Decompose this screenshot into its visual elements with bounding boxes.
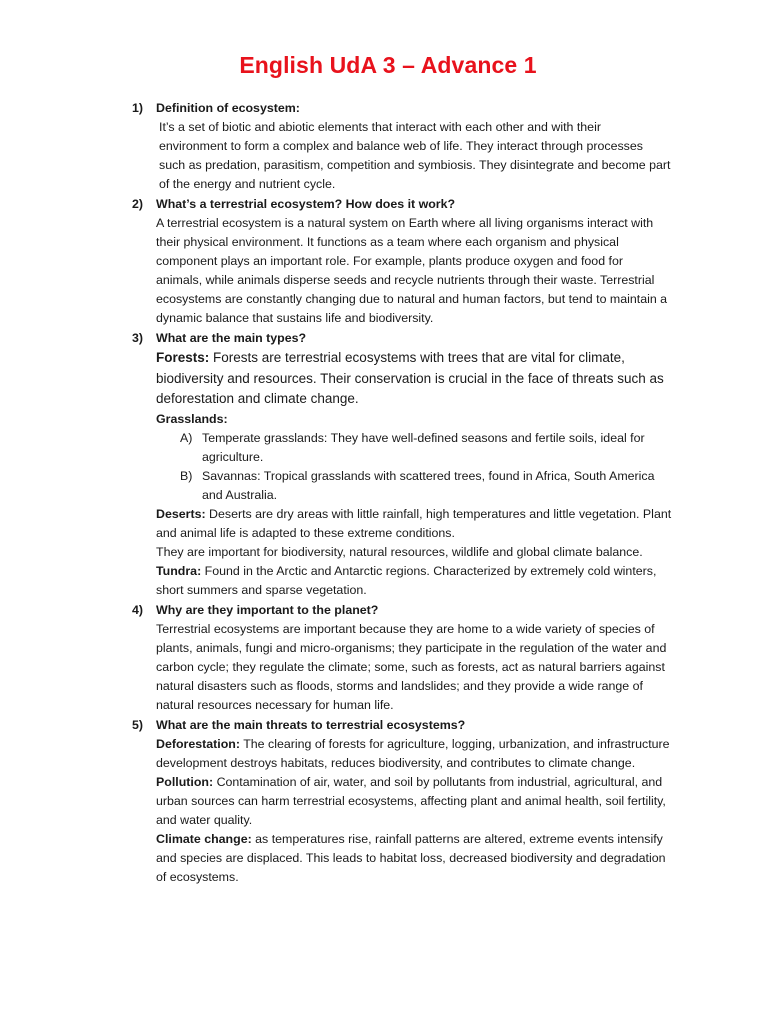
question-number: 3) [132, 331, 144, 345]
deserts-paragraph-2: They are important for biodiversity, natural resources, wildlife and global climate balance. [156, 544, 643, 559]
deforestation-text: The clearing of forests for agriculture, logging, urbanization, and infrastructure development destroys habitats, reduces biodiversity, and contributes to climate change. [156, 736, 670, 770]
item-letter: B) [180, 468, 193, 483]
question-1 [132, 99, 672, 118]
pollution-text: Contamination of air, water, and soil by pollutants from industrial, agricultural, and urban sources can harm terrestrial ecosystems, affecting plant and animal health, soil fertility, and water quality. [156, 774, 666, 827]
question-text: What’s a terrestrial ecosystem? How does it work? [156, 197, 456, 211]
deserts-label: Deserts: [156, 506, 206, 521]
question-text: What are the main threats to terrestrial ecosystems? [156, 717, 466, 732]
tundra-text: Found in the Arctic and Antarctic regions. Characterized by extremely cold winters, short summers and sparse vegetation. [156, 563, 657, 597]
page-title: English UdA 3 – Advance 1 [239, 52, 537, 78]
climate-change-paragraph [132, 830, 672, 887]
grasslands-label: Grasslands: [156, 411, 228, 426]
deforestation-paragraph [132, 735, 672, 773]
answer-4: Terrestrial ecosystems are important because they are home to a wide variety of species of plants, animals, fungi and micro-organisms; they participate in the regulation of the water and carbon cycle; they regulate the climate; some, such as forests, act as natural barriers against natural disasters such as floods, storms and landslides; and they provide a wide range of natural resources necessary for human life. [156, 621, 667, 712]
question-text: Definition of ecosystem: [156, 101, 300, 115]
document-body [132, 98, 672, 887]
question-text: Why are they important to the planet? [156, 602, 379, 617]
deserts-text: Deserts are dry areas with little rainfall, high temperatures and little vegetation. Plant and animal life is adapted to these extreme conditions. [156, 506, 672, 540]
pollution-label: Pollution: [156, 774, 214, 789]
question-5 [132, 716, 672, 735]
question-number: 5) [132, 717, 144, 732]
forests-text: Forests are terrestrial ecosystems with trees that are vital for climate, biodiversity and resources. Their conservation is crucial in the face of threats such as deforestation and climate change. [156, 350, 664, 406]
item-text: Savannas: Tropical grasslands with scattered trees, found in Africa, South America and Australia. [202, 468, 655, 502]
tundra-paragraph [132, 562, 672, 600]
climate-change-text: as temperatures rise, rainfall patterns are altered, extreme events intensify and species are displaced. This leads to habitat loss, decreased biodiversity and degradation of ecosystems. [156, 831, 666, 884]
forests-paragraph [132, 348, 672, 410]
tundra-label: Tundra: [156, 563, 202, 578]
climate-change-label: Climate change: [156, 831, 252, 846]
question-number: 1) [132, 101, 144, 115]
deserts-paragraph [132, 505, 672, 543]
pollution-paragraph [132, 773, 672, 830]
grasslands-item-b [132, 467, 672, 505]
answer-1: It’s a set of biotic and abiotic elements that interact with each other and with their environment to form a complex and balance web of life. They interact through processes such as predation, parasitism, competition and symbiosis. They disintegrate and become part of the energy and nutrient cycle. [159, 120, 671, 191]
question-number: 2) [132, 197, 144, 211]
question-number: 4) [132, 602, 144, 617]
item-text: Temperate grasslands: They have well-defined seasons and fertile soils, ideal for agriculture. [202, 430, 645, 464]
item-letter: A) [180, 430, 193, 445]
question-2 [132, 195, 672, 214]
question-3 [132, 329, 672, 348]
forests-label: Forests: [156, 350, 210, 365]
answer-2: A terrestrial ecosystem is a natural system on Earth where all living organisms interact with their physical environment. It functions as a team where each organism and physical component plays an important role. For example, plants produce oxygen and food for animals, while animals disperse seeds and recycle nutrients through their waste. Terrestrial ecosystems are constantly changing due to natural and human factors, but tend to maintain a dynamic balance that sustains life and biodiversity. [156, 216, 668, 325]
question-text: What are the main types? [156, 331, 307, 345]
question-4 [132, 601, 672, 620]
deforestation-label: Deforestation: [156, 736, 240, 751]
grasslands-item-a [132, 429, 672, 467]
